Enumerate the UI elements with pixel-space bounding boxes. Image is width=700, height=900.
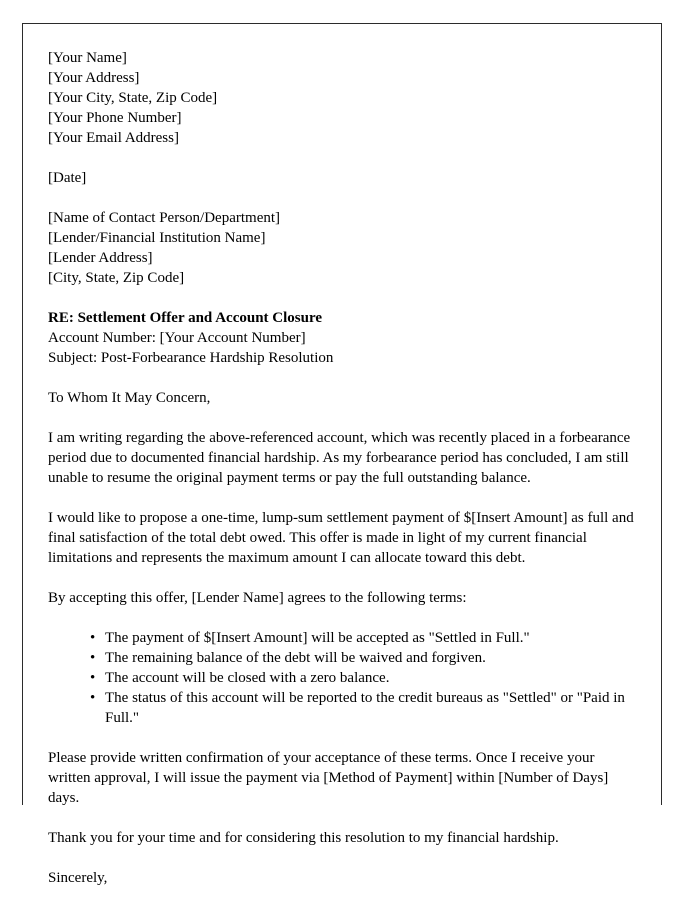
recipient-address-block bbox=[48, 208, 635, 288]
recipient-contact-line: [Name of Contact Person/Department] bbox=[48, 210, 281, 226]
salutation-block bbox=[48, 388, 635, 408]
letter-body bbox=[23, 24, 661, 888]
body-paragraph-2: I would like to propose a one-time, lump-sum settlement payment of $[Insert Amount] as full and final satisfaction of the total debt owed. This offer is made in light of my current financial limitations and represents the maximum amount I can allocate toward this debt. bbox=[48, 510, 634, 566]
reference-block bbox=[48, 308, 635, 368]
valediction-line: Sincerely, bbox=[48, 870, 108, 886]
closing-block bbox=[48, 868, 635, 888]
terms-list bbox=[48, 628, 635, 728]
terms-list-item-text: The payment of $[Insert Amount] will be accepted as "Settled in Full." bbox=[105, 630, 530, 646]
recipient-address-line: [Lender Address] bbox=[48, 250, 153, 266]
subject-line: Subject: Post-Forbearance Hardship Resolution bbox=[48, 350, 334, 366]
bullet-dot-icon: • bbox=[90, 630, 96, 646]
terms-list-item bbox=[90, 628, 635, 648]
sender-name-line: [Your Name] bbox=[48, 50, 127, 66]
bullet-dot-icon: • bbox=[90, 690, 96, 706]
body-paragraph-4: Thank you for your time and for considering this resolution to my financial hardship. bbox=[48, 830, 559, 846]
salutation-line: To Whom It May Concern, bbox=[48, 390, 211, 406]
terms-intro-paragraph: By accepting this offer, [Lender Name] agrees to the following terms: bbox=[48, 590, 467, 606]
bullet-dot-icon: • bbox=[90, 650, 96, 666]
terms-list-item-text: The remaining balance of the debt will be waived and forgiven. bbox=[105, 650, 486, 666]
terms-list-item bbox=[90, 668, 635, 688]
body-paragraph-1: I am writing regarding the above-referenced account, which was recently placed in a forbearance period due to documented financial hardship. As my forbearance period has concluded, I am still unable to resume the original payment terms or pay the full outstanding balance. bbox=[48, 430, 631, 486]
terms-list-item bbox=[90, 648, 635, 668]
sender-email-line: [Your Email Address] bbox=[48, 130, 179, 146]
body-paragraph-3: Please provide written confirmation of your acceptance of these terms. Once I receive your written approval, I will issue the payment via [Method of Payment] within [Number of Days] days. bbox=[48, 750, 609, 806]
date-block bbox=[48, 168, 635, 188]
terms-list-item bbox=[90, 688, 635, 728]
sender-city-state-zip-line: [Your City, State, Zip Code] bbox=[48, 90, 218, 106]
recipient-city-state-zip-line: [City, State, Zip Code] bbox=[48, 270, 185, 286]
letter-page bbox=[22, 23, 662, 886]
sender-phone-line: [Your Phone Number] bbox=[48, 110, 182, 126]
bullet-dot-icon: • bbox=[90, 670, 96, 686]
date-line: [Date] bbox=[48, 170, 87, 186]
terms-list-item-text: The account will be closed with a zero balance. bbox=[105, 670, 390, 686]
recipient-institution-line: [Lender/Financial Institution Name] bbox=[48, 230, 266, 246]
terms-list-item-text: The status of this account will be reported to the credit bureaus as "Settled" or "Paid in Full." bbox=[105, 690, 625, 726]
account-number-line: Account Number: [Your Account Number] bbox=[48, 330, 306, 346]
sender-address-line: [Your Address] bbox=[48, 70, 140, 86]
sender-address-block bbox=[48, 48, 635, 148]
re-subject-line: RE: Settlement Offer and Account Closure bbox=[48, 310, 322, 326]
